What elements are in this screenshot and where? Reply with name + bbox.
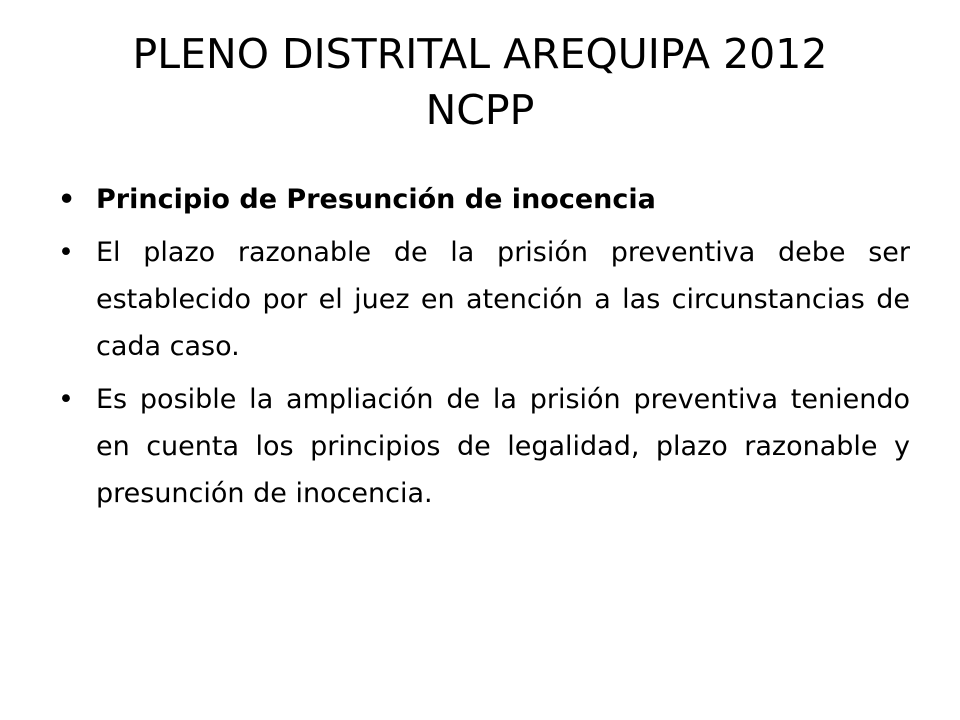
bullet-text: Es posible la ampliación de la prisión preventiva teniendo en cuenta los principios de legalidad, plazo razonable y presunción de inocencia. <box>96 384 910 509</box>
slide-title-line-1: PLENO DISTRITAL AREQUIPA 2012 <box>132 30 828 78</box>
bullet-icon: • <box>58 184 76 215</box>
bullet-icon: • <box>58 384 74 415</box>
bullet-item-principle <box>58 176 910 223</box>
slide-title-line-2: NCPP <box>425 86 535 134</box>
bullet-text: El plazo razonable de la prisión preventiva debe ser establecido por el juez en atención a las circunstancias de cada caso. <box>96 237 910 362</box>
slide-title <box>48 26 912 138</box>
bullet-item-ampliacion <box>58 376 910 517</box>
bullet-text: Principio de Presunción de inocencia <box>96 184 656 215</box>
bullet-item-plazo <box>58 229 910 370</box>
bullet-icon: • <box>58 237 74 268</box>
bullet-list <box>58 176 910 523</box>
